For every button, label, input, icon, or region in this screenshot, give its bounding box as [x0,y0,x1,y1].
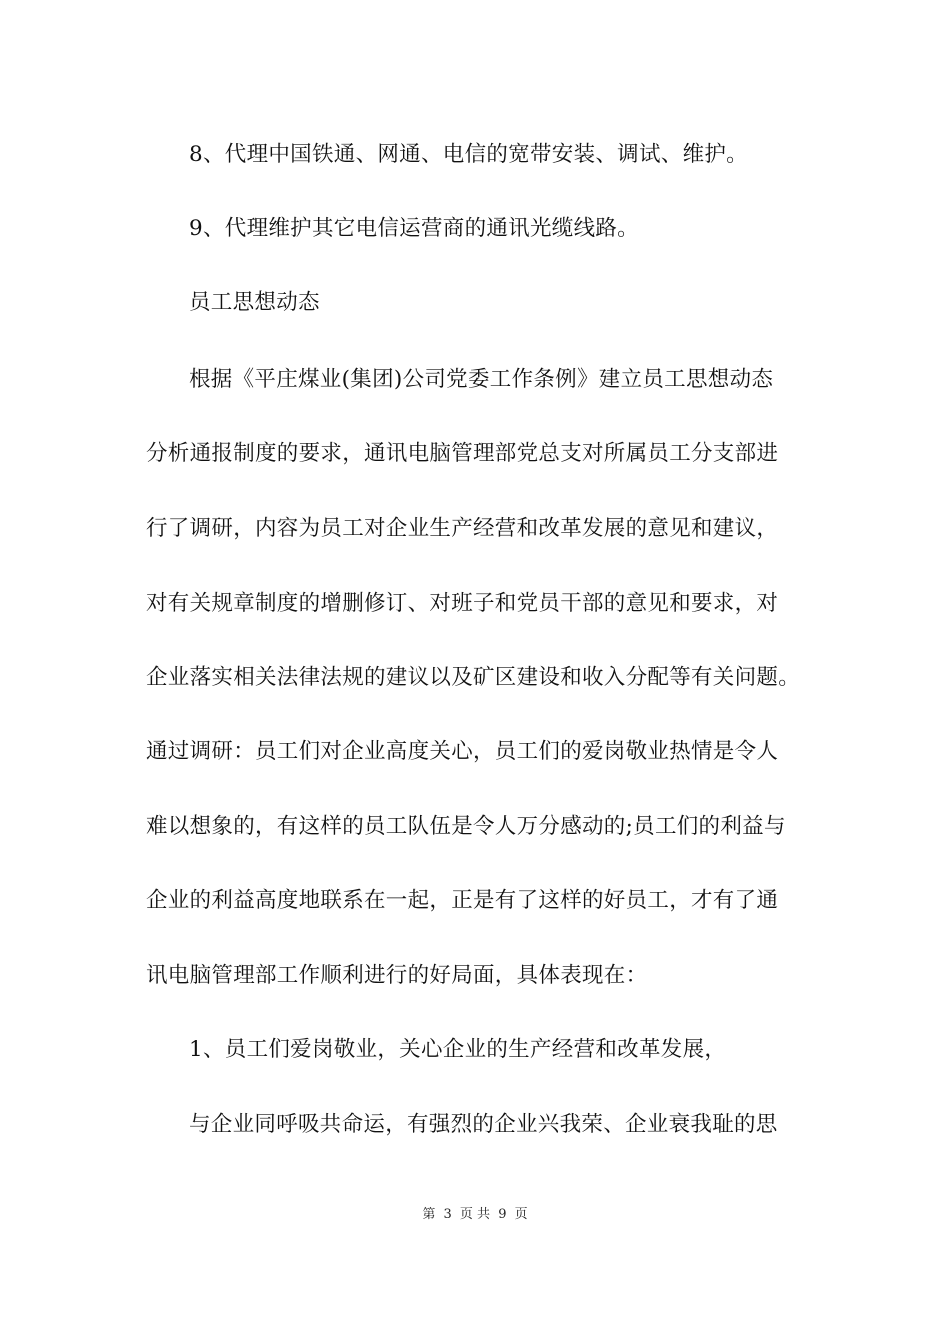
paragraph-line-item-1: 1、员工们爱岗敬业，关心企业的生产经营和改革发展， [189,1037,727,1062]
paragraph-line: 企业的利益高度地联系在一起，正是有了这样的好员工，才有了通 [146,888,779,913]
paragraph-line: 通过调研：员工们对企业高度关心，员工们的爱岗敬业热情是令人 [146,739,779,764]
paragraph-line: 根据《平庄煤业(集团)公司党委工作条例》建立员工思想动态 [189,367,774,392]
paragraph-line: 难以想象的，有这样的员工队伍是令人万分感动的;员工们的利益与 [146,814,786,839]
footer-current-page: 3 [443,1207,452,1222]
footer-total-pages: 9 [498,1207,507,1222]
footer-suffix: 页 [514,1207,528,1222]
paragraph-line: 对有关规章制度的增删修订、对班子和党员干部的意见和要求，对 [146,591,779,616]
paragraph-line: 讯电脑管理部工作顺利进行的好局面，具体表现在： [146,963,648,988]
footer-middle: 页 共 [459,1207,491,1222]
paragraph-line-item-8: 8、代理中国铁通、网通、电信的宽带安装、调试、维护。 [189,142,748,167]
footer-prefix: 第 [422,1207,436,1222]
section-heading: 员工思想动态 [189,290,320,315]
paragraph-line: 行了调研，内容为员工对企业生产经营和改革发展的意见和建议， [146,516,779,541]
paragraph-line: 与企业同呼吸共命运，有强烈的企业兴我荣、企业衰我耻的思 [189,1112,778,1137]
page-footer [0,1206,950,1224]
paragraph-line-item-9: 9、代理维护其它电信运营商的通讯光缆线路。 [189,216,639,241]
paragraph-line: 分析通报制度的要求，通讯电脑管理部党总支对所属员工分支部进 [146,441,779,466]
paragraph-line: 企业落实相关法律法规的建议以及矿区建设和收入分配等有关问题。 [146,665,801,690]
